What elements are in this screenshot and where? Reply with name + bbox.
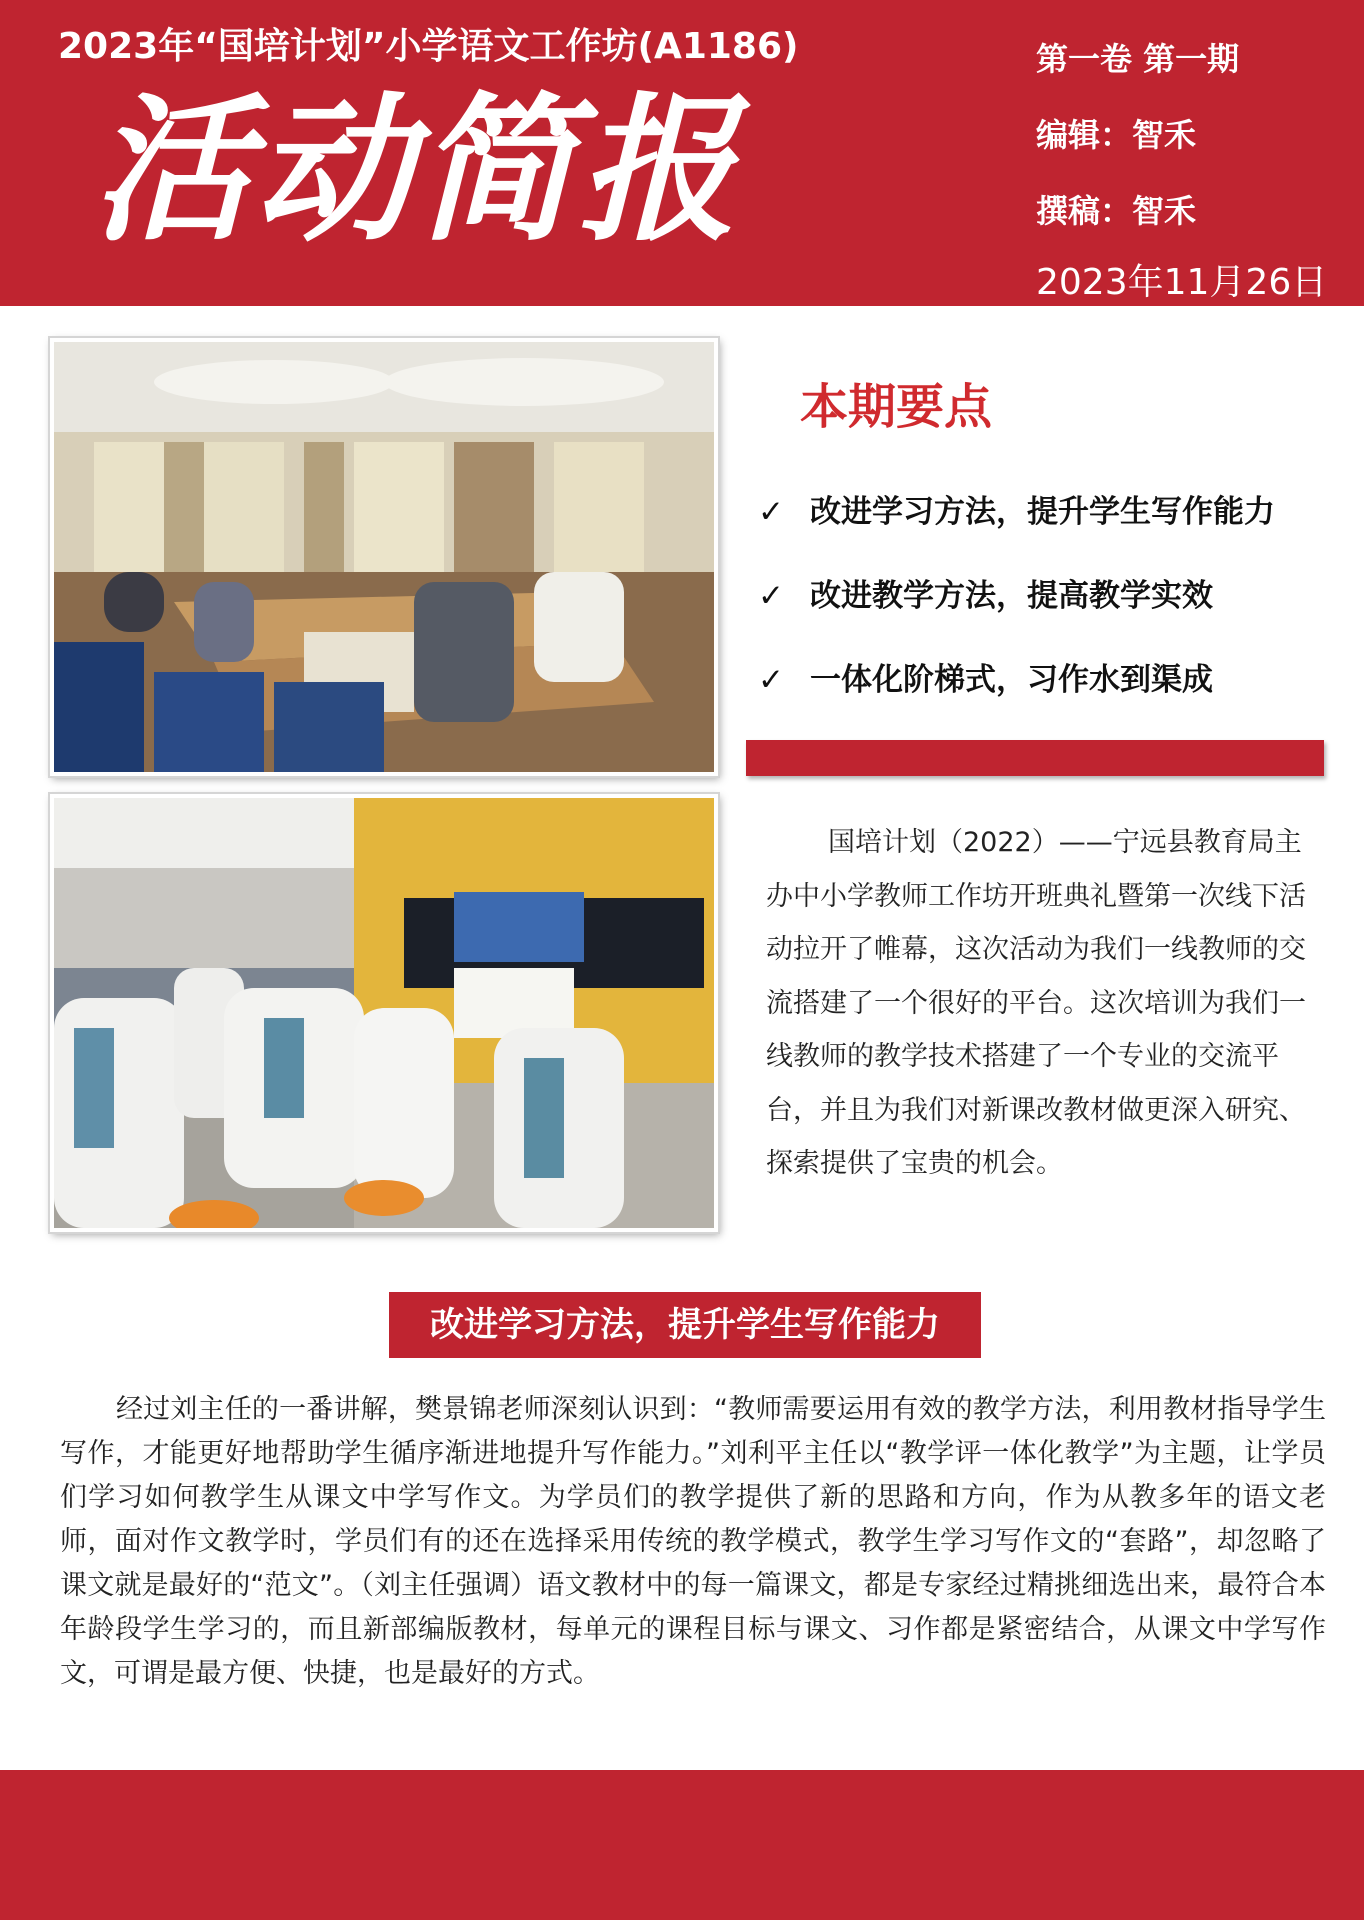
- highlights-heading: 本期要点: [800, 379, 993, 435]
- section-body: 经过刘主任的一番讲解，樊景锦老师深刻认识到：“教师需要运用有效的教学方法，利用教材指导学生写作，才能更好地帮助学生循序渐进地提升写作能力。”刘利平主任以“教学评一体化教学”为主题，让学员们学习如何教学生从课文中学写作文。为学员们的教学提供了新的思路和方向，作为从教多年的语文老师，面对作文教学时，学员们有的还在选择采用传统的教学模式，教学生学习写作文的“套路”，却忽略了课文就是最好的“范文”。（刘主任强调）语文教材中的每一篇课文，都是专家经过精挑细选出来，最符合本年龄段学生学习的，而且新部编版教材，每单元的课程目标与课文、习作都是紧密结合，从课文中学写作文，可谓是最方便、快捷，也是最好的方式。: [60, 1394, 1326, 1689]
- issue-date: 2023年11月26日: [1036, 262, 1328, 303]
- meeting-room-photo: [50, 338, 718, 776]
- footer-band: [0, 1770, 1364, 1920]
- program-title: 2023年“国培计划”小学语文工作坊(A1186): [58, 26, 799, 67]
- editor-credit: 编辑：智禾: [1036, 116, 1197, 154]
- intro-paragraph: 国培计划（2022）——宁远县教育局主办中小学教师工作坊开班典礼暨第一次线下活动拉开了帷幕，这次活动为我们一线教师的交流搭建了一个很好的平台。这次培训为我们一线教师的教学技术搭建了一个专业的交流平台，并且为我们对新课改教材做更深入研究、探索提供了宝贵的机会。: [766, 827, 1306, 1179]
- highlight-item: [758, 570, 1213, 615]
- highlight-item: [758, 486, 1275, 531]
- masthead: [0, 0, 1364, 306]
- checkmark-icon: ✓: [758, 494, 784, 530]
- issue-number: 第一卷 第一期: [1036, 40, 1240, 78]
- highlight-text: 改进教学方法，提高教学实效: [810, 578, 1213, 614]
- divider-bar: [746, 740, 1324, 776]
- highlight-text: 一体化阶梯式，习作水到渠成: [810, 662, 1213, 698]
- highlight-item: [758, 654, 1213, 699]
- classroom-photo: [50, 794, 718, 1232]
- checkmark-icon: ✓: [758, 578, 784, 614]
- section-heading: 改进学习方法，提升学生写作能力: [389, 1292, 981, 1358]
- checkmark-icon: ✓: [758, 662, 784, 698]
- writer-credit: 撰稿：智禾: [1036, 192, 1197, 230]
- highlight-text: 改进学习方法，提升学生写作能力: [810, 494, 1275, 530]
- newsletter-title: 活动简报: [92, 79, 740, 263]
